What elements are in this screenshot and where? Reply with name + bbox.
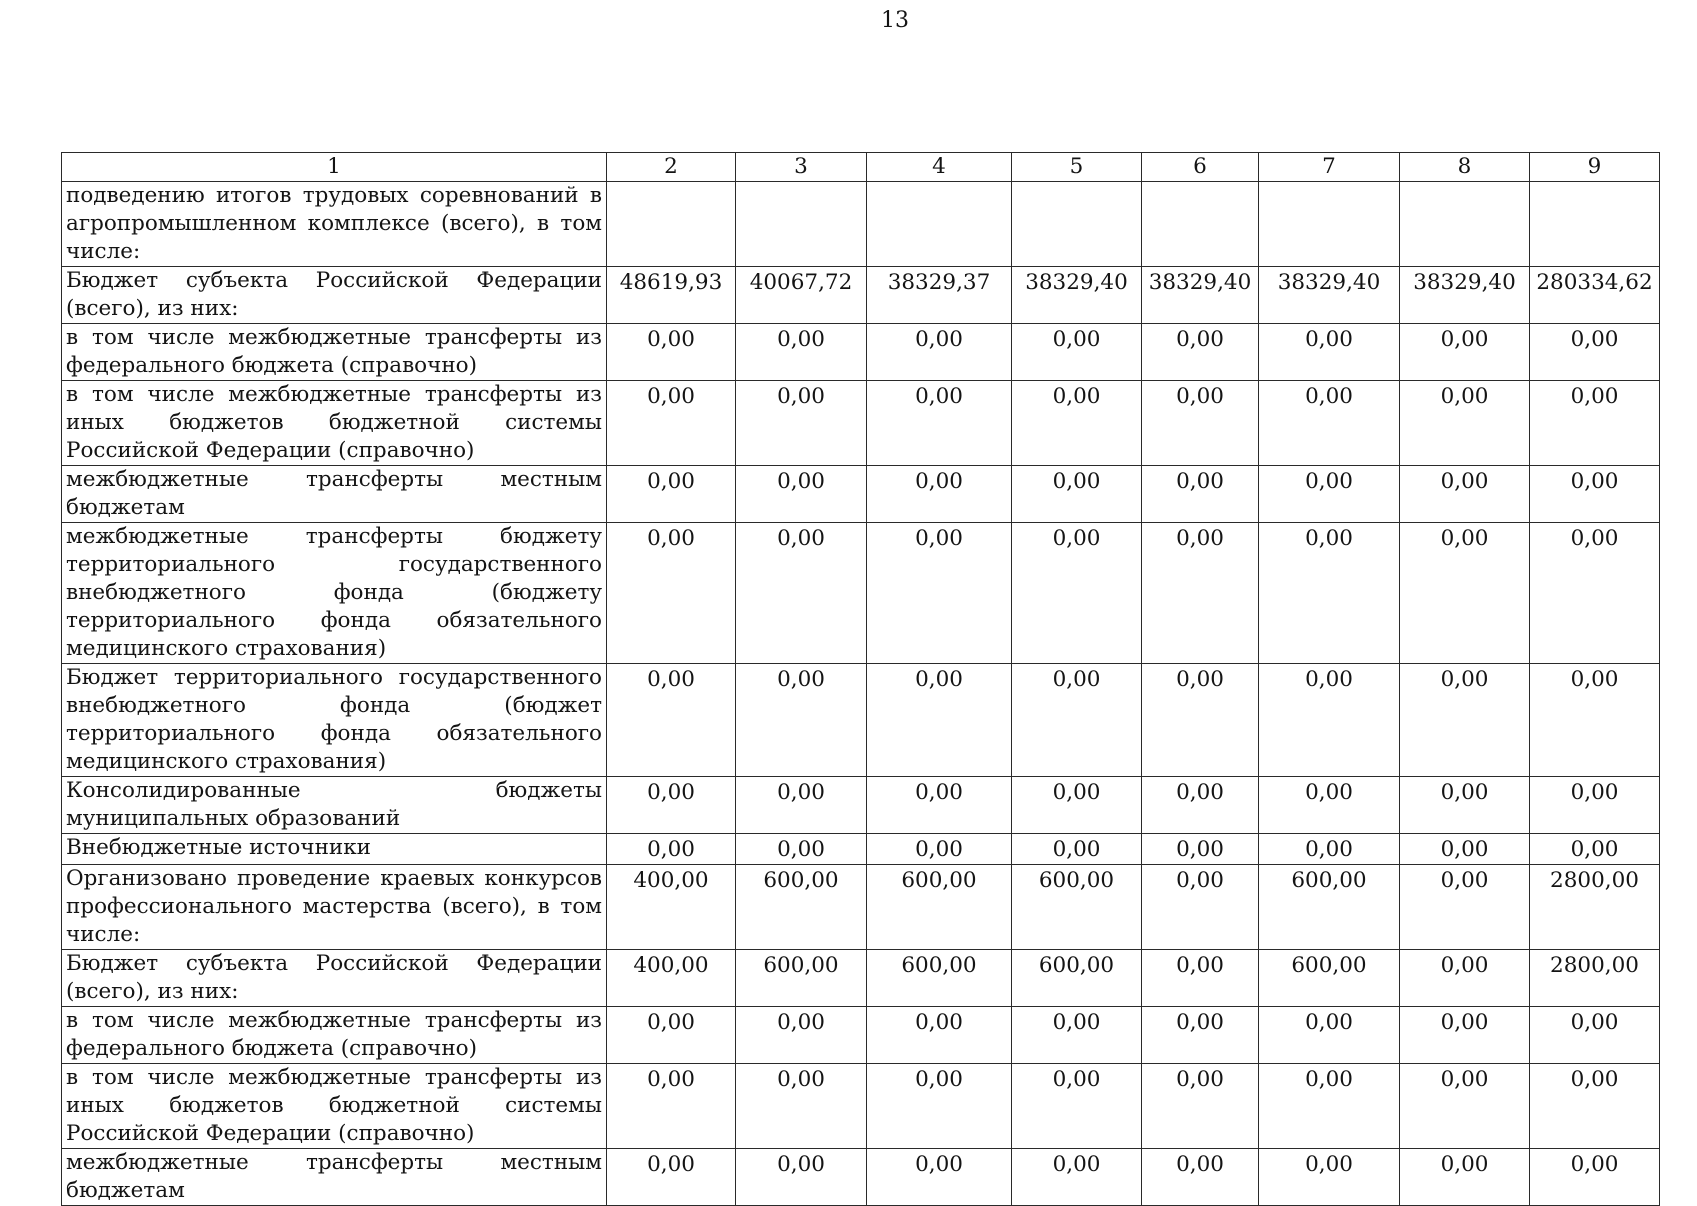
- value-cell: 0,00: [867, 834, 1012, 865]
- column-header: 7: [1259, 153, 1400, 182]
- value-cell: 0,00: [1259, 1007, 1400, 1064]
- value-cell: 0,00: [607, 777, 736, 834]
- table-row: [62, 182, 1660, 267]
- value-cell: 0,00: [1142, 865, 1259, 950]
- value-cell: 600,00: [867, 865, 1012, 950]
- value-cell: 0,00: [1400, 950, 1530, 1007]
- row-label: в том числе межбюджетные трансферты из федерального бюджета (справочно): [62, 324, 607, 381]
- column-header: 6: [1142, 153, 1259, 182]
- value-cell: 40067,72: [736, 267, 867, 324]
- value-cell: 600,00: [736, 950, 867, 1007]
- value-cell: 0,00: [736, 1149, 867, 1206]
- row-label: межбюджетные трансферты местным бюджетам: [62, 1149, 607, 1206]
- column-header: 5: [1012, 153, 1142, 182]
- row-label: Внебюджетные источники: [62, 834, 607, 865]
- value-cell: 0,00: [1259, 381, 1400, 466]
- value-cell: 38329,40: [1012, 267, 1142, 324]
- value-cell: 38329,37: [867, 267, 1012, 324]
- value-cell: [1530, 182, 1660, 267]
- table-row: [62, 950, 1660, 1007]
- value-cell: 400,00: [607, 950, 736, 1007]
- value-cell: 0,00: [867, 664, 1012, 777]
- value-cell: 0,00: [1259, 523, 1400, 664]
- value-cell: 0,00: [1400, 523, 1530, 664]
- value-cell: 400,00: [607, 865, 736, 950]
- value-cell: [1259, 182, 1400, 267]
- column-header: 3: [736, 153, 867, 182]
- value-cell: [1012, 182, 1142, 267]
- table-row: [62, 381, 1660, 466]
- value-cell: 0,00: [1259, 834, 1400, 865]
- value-cell: 0,00: [607, 1064, 736, 1149]
- value-cell: 0,00: [867, 1064, 1012, 1149]
- table-row: [62, 523, 1660, 664]
- table-row: [62, 865, 1660, 950]
- value-cell: [867, 182, 1012, 267]
- value-cell: 0,00: [1142, 523, 1259, 664]
- value-cell: 0,00: [1142, 1007, 1259, 1064]
- value-cell: 38329,40: [1142, 267, 1259, 324]
- table-row: [62, 324, 1660, 381]
- row-label: Консолидированные бюджеты муниципальных образований: [62, 777, 607, 834]
- value-cell: [1142, 182, 1259, 267]
- row-label: в том числе межбюджетные трансферты из иных бюджетов бюджетной системы Российской Федерации (справочно): [62, 1064, 607, 1149]
- value-cell: 0,00: [1142, 664, 1259, 777]
- row-label: подведению итогов трудовых соревнований в агропромышленном комплексе (всего), в том числе:: [62, 182, 607, 267]
- value-cell: 0,00: [1400, 466, 1530, 523]
- value-cell: 0,00: [1400, 324, 1530, 381]
- value-cell: 0,00: [867, 523, 1012, 664]
- row-label: Бюджет субъекта Российской Федерации (всего), из них:: [62, 950, 607, 1007]
- value-cell: 0,00: [607, 1007, 736, 1064]
- row-label: Организовано проведение краевых конкурсов профессионального мастерства (всего), в том числе:: [62, 865, 607, 950]
- row-label: в том числе межбюджетные трансферты из федерального бюджета (справочно): [62, 1007, 607, 1064]
- value-cell: 0,00: [1142, 324, 1259, 381]
- value-cell: 0,00: [736, 381, 867, 466]
- value-cell: 2800,00: [1530, 950, 1660, 1007]
- value-cell: 0,00: [1400, 865, 1530, 950]
- value-cell: 0,00: [736, 664, 867, 777]
- value-cell: 0,00: [867, 324, 1012, 381]
- table-row: [62, 777, 1660, 834]
- value-cell: 0,00: [1142, 950, 1259, 1007]
- value-cell: 280334,62: [1530, 267, 1660, 324]
- value-cell: 0,00: [867, 1149, 1012, 1206]
- table-row: [62, 1064, 1660, 1149]
- value-cell: 0,00: [1400, 777, 1530, 834]
- table-row: [62, 834, 1660, 865]
- value-cell: 0,00: [1012, 381, 1142, 466]
- column-header: 1: [62, 153, 607, 182]
- value-cell: 600,00: [1012, 950, 1142, 1007]
- value-cell: 0,00: [1259, 466, 1400, 523]
- value-cell: 0,00: [1012, 523, 1142, 664]
- value-cell: 0,00: [1400, 1149, 1530, 1206]
- value-cell: 0,00: [1012, 777, 1142, 834]
- value-cell: 0,00: [1012, 324, 1142, 381]
- table-row: [62, 466, 1660, 523]
- table-row: [62, 1007, 1660, 1064]
- value-cell: 48619,93: [607, 267, 736, 324]
- value-cell: 0,00: [1259, 1149, 1400, 1206]
- value-cell: 600,00: [1012, 865, 1142, 950]
- value-cell: 0,00: [736, 466, 867, 523]
- value-cell: 600,00: [1259, 950, 1400, 1007]
- value-cell: 0,00: [1530, 664, 1660, 777]
- value-cell: 0,00: [607, 664, 736, 777]
- column-header: 8: [1400, 153, 1530, 182]
- value-cell: [736, 182, 867, 267]
- value-cell: 0,00: [1530, 834, 1660, 865]
- value-cell: 0,00: [736, 834, 867, 865]
- value-cell: 0,00: [607, 523, 736, 664]
- value-cell: [1400, 182, 1530, 267]
- page-number: 13: [881, 8, 909, 33]
- value-cell: 0,00: [607, 324, 736, 381]
- value-cell: 0,00: [1400, 1007, 1530, 1064]
- value-cell: 0,00: [1142, 1149, 1259, 1206]
- value-cell: 0,00: [1530, 466, 1660, 523]
- value-cell: 0,00: [1530, 324, 1660, 381]
- value-cell: 0,00: [1259, 664, 1400, 777]
- value-cell: 0,00: [1142, 834, 1259, 865]
- value-cell: 0,00: [736, 1064, 867, 1149]
- value-cell: 0,00: [736, 777, 867, 834]
- value-cell: 600,00: [867, 950, 1012, 1007]
- value-cell: 0,00: [1012, 664, 1142, 777]
- value-cell: 0,00: [1530, 1064, 1660, 1149]
- value-cell: 0,00: [736, 324, 867, 381]
- value-cell: 0,00: [867, 1007, 1012, 1064]
- row-label: межбюджетные трансферты бюджету территориального государственного внебюджетного фонда (бюджету территориального фонда обязательного медицинского страхования): [62, 523, 607, 664]
- value-cell: 0,00: [1012, 1064, 1142, 1149]
- value-cell: 38329,40: [1400, 267, 1530, 324]
- value-cell: 0,00: [867, 381, 1012, 466]
- value-cell: 38329,40: [1259, 267, 1400, 324]
- value-cell: 2800,00: [1530, 865, 1660, 950]
- value-cell: 0,00: [867, 466, 1012, 523]
- table-row: [62, 664, 1660, 777]
- column-header: 4: [867, 153, 1012, 182]
- value-cell: 0,00: [1259, 1064, 1400, 1149]
- value-cell: 0,00: [736, 1007, 867, 1064]
- value-cell: 0,00: [1142, 1064, 1259, 1149]
- row-label: Бюджет субъекта Российской Федерации (всего), из них:: [62, 267, 607, 324]
- column-header: 9: [1530, 153, 1660, 182]
- value-cell: 0,00: [1259, 324, 1400, 381]
- value-cell: 0,00: [1012, 466, 1142, 523]
- header-row: [62, 153, 1660, 182]
- column-header: 2: [607, 153, 736, 182]
- value-cell: 0,00: [607, 381, 736, 466]
- value-cell: 0,00: [1530, 523, 1660, 664]
- value-cell: 0,00: [1400, 1064, 1530, 1149]
- value-cell: 0,00: [1530, 1007, 1660, 1064]
- value-cell: 0,00: [1530, 777, 1660, 834]
- value-cell: 0,00: [867, 777, 1012, 834]
- value-cell: 0,00: [1142, 466, 1259, 523]
- value-cell: 0,00: [1530, 1149, 1660, 1206]
- value-cell: 0,00: [1012, 834, 1142, 865]
- budget-table: [61, 152, 1660, 1206]
- value-cell: 0,00: [607, 1149, 736, 1206]
- row-label: межбюджетные трансферты местным бюджетам: [62, 466, 607, 523]
- value-cell: [607, 182, 736, 267]
- row-label: в том числе межбюджетные трансферты из иных бюджетов бюджетной системы Российской Федерации (справочно): [62, 381, 607, 466]
- value-cell: 0,00: [607, 466, 736, 523]
- value-cell: 0,00: [1530, 381, 1660, 466]
- value-cell: 0,00: [1400, 834, 1530, 865]
- value-cell: 0,00: [1142, 777, 1259, 834]
- value-cell: 0,00: [1400, 664, 1530, 777]
- value-cell: 0,00: [1012, 1149, 1142, 1206]
- value-cell: 0,00: [1012, 1007, 1142, 1064]
- value-cell: 0,00: [736, 523, 867, 664]
- value-cell: 600,00: [1259, 865, 1400, 950]
- value-cell: 0,00: [1400, 381, 1530, 466]
- table-row: [62, 1149, 1660, 1206]
- value-cell: 0,00: [607, 834, 736, 865]
- value-cell: 0,00: [1259, 777, 1400, 834]
- value-cell: 600,00: [736, 865, 867, 950]
- table-row: [62, 267, 1660, 324]
- row-label: Бюджет территориального государственного внебюджетного фонда (бюджет территориального фонда обязательного медицинского страхования): [62, 664, 607, 777]
- value-cell: 0,00: [1142, 381, 1259, 466]
